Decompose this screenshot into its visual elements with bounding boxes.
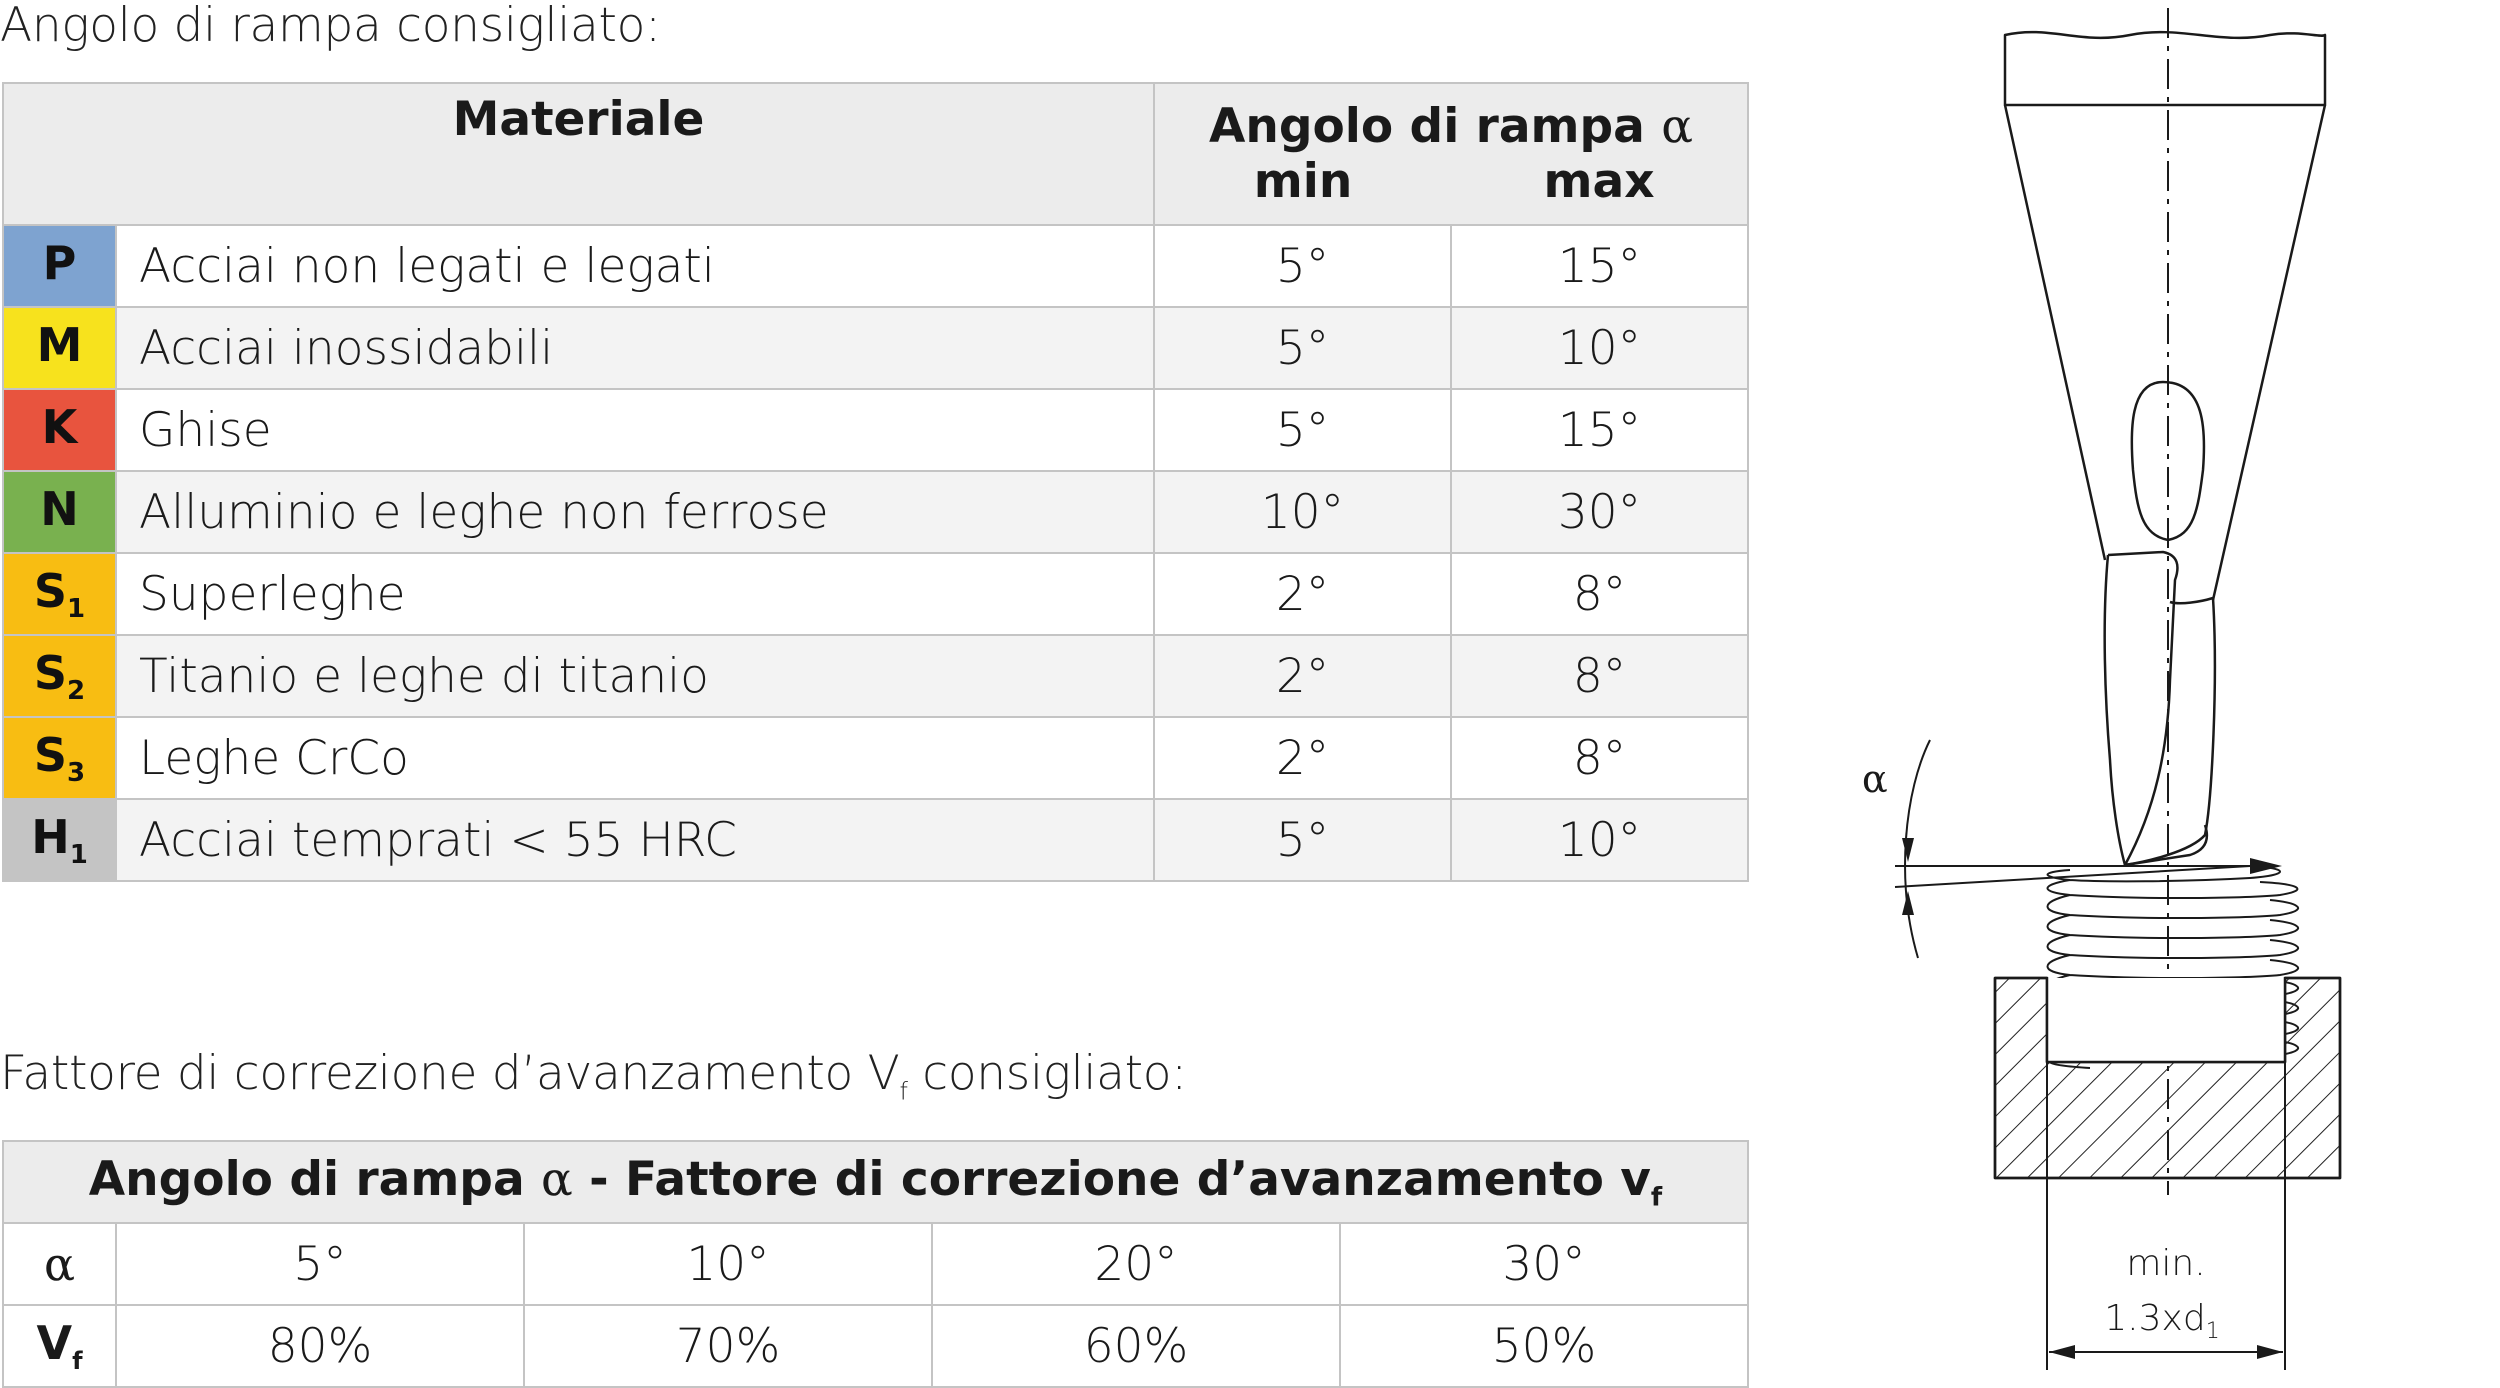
feed-factor-value: 80% [116, 1305, 524, 1387]
material-row [3, 553, 1748, 635]
caption2-sub: f [899, 1077, 908, 1106]
material-code-sub: 1 [67, 594, 86, 625]
tool-holder-cone [2005, 105, 2325, 600]
caption2-suffix: consigliato: [907, 1046, 1187, 1101]
feed-factor-value: 60% [932, 1305, 1340, 1387]
angle-min: 2° [1154, 553, 1451, 635]
material-row [3, 635, 1748, 717]
diagram-dim-label [2104, 1298, 2219, 1344]
header-angle [1154, 83, 1748, 154]
material-row [3, 307, 1748, 389]
material-code-sub: 2 [67, 676, 86, 707]
ramp-angle-value: 5° [116, 1223, 524, 1305]
angle-min: 5° [1154, 307, 1451, 389]
header-min: min [1154, 154, 1451, 225]
table2-angle-row [3, 1223, 1748, 1305]
material-code-letter: H [31, 809, 70, 864]
material-name: Acciai temprati < 55 HRC [116, 799, 1154, 881]
diagram-min-label: min. [2126, 1243, 2206, 1284]
caption-ramp-angle: Angolo di rampa consigliato: [0, 0, 661, 53]
header-angle-symbol: α [1661, 99, 1694, 154]
header-material [3, 83, 1154, 225]
material-code [3, 553, 116, 635]
angle-min: 5° [1154, 799, 1451, 881]
dim-label-main: 1.3xd [2104, 1298, 2206, 1339]
material-name: Acciai non legati e legati [116, 225, 1154, 307]
table2-header-prefix: Angolo di rampa [88, 1151, 525, 1207]
angle-arrow-top [1902, 838, 1914, 862]
material-code-sub: 1 [69, 840, 88, 871]
vf-sub: f [72, 1347, 83, 1376]
alpha-row-label: α [3, 1223, 116, 1305]
material-name: Ghise [116, 389, 1154, 471]
table2-factor-row [3, 1305, 1748, 1387]
table2-header [3, 1141, 1748, 1223]
header-max: max [1451, 154, 1748, 225]
ramp-angle-value: 10° [524, 1223, 932, 1305]
table1-body [3, 225, 1748, 881]
material-code-letter: M [36, 317, 83, 372]
dim-label-sub: 1 [2205, 1319, 2220, 1344]
material-code-sub: 3 [67, 758, 86, 789]
material-code-letter: S [33, 563, 68, 618]
material-code [3, 307, 116, 389]
material-name: Leghe CrCo [116, 717, 1154, 799]
material-code [3, 389, 116, 471]
feed-factor-value: 50% [1340, 1305, 1748, 1387]
material-code [3, 635, 116, 717]
material-row [3, 717, 1748, 799]
material-name: Titanio e leghe di titanio [116, 635, 1154, 717]
material-row [3, 225, 1748, 307]
ramp-arrow-head [2250, 858, 2282, 874]
material-row [3, 471, 1748, 553]
material-name: Acciai inossidabili [116, 307, 1154, 389]
material-code-letter: S [33, 645, 68, 700]
angle-max: 8° [1451, 553, 1748, 635]
material-code-letter: P [42, 235, 77, 290]
material-name: Superleghe [116, 553, 1154, 635]
table1-header-row-1 [3, 83, 1748, 154]
material-code [3, 225, 116, 307]
ramp-angle-table [2, 82, 1749, 882]
material-row [3, 389, 1748, 471]
table2-header-suffix: - Fattore di correzione d’avanzamento v [589, 1151, 1651, 1207]
angle-max: 30° [1451, 471, 1748, 553]
material-code [3, 799, 116, 881]
angle-max: 8° [1451, 717, 1748, 799]
angle-max: 15° [1451, 389, 1748, 471]
material-code [3, 471, 116, 553]
caption2-prefix: Fattore di correzione d’avanzamento V [0, 1046, 900, 1101]
angle-max: 10° [1451, 799, 1748, 881]
angle-min: 5° [1154, 225, 1451, 307]
angle-max: 10° [1451, 307, 1748, 389]
end-mill-body [2108, 552, 2215, 865]
material-row [3, 799, 1748, 881]
material-name: Alluminio e leghe non ferrose [116, 471, 1154, 553]
header-angle-label: Angolo di rampa [1209, 99, 1645, 154]
angle-max: 8° [1451, 635, 1748, 717]
material-code-letter: N [40, 481, 79, 536]
angle-max: 15° [1451, 225, 1748, 307]
table2-header-symbol: α [541, 1151, 573, 1207]
table2-header-sub: f [1650, 1182, 1663, 1213]
material-code-letter: K [41, 399, 78, 454]
diagram-alpha-label: α [1862, 757, 1888, 801]
dim-arrow-right [2257, 1345, 2283, 1359]
ramp-milling-diagram [1820, 0, 2500, 1383]
feed-correction-table [2, 1140, 1749, 1388]
end-mill-tip [2125, 825, 2207, 865]
caption-feed-correction [0, 1046, 1187, 1105]
material-code-letter: S [33, 727, 68, 782]
ramp-line [1895, 866, 2250, 887]
angle-min: 5° [1154, 389, 1451, 471]
table2-header-row [3, 1141, 1748, 1223]
vf-row-label [3, 1305, 116, 1387]
ramp-angle-value: 30° [1340, 1223, 1748, 1305]
tool-holder-top [2005, 32, 2325, 105]
dim-arrow-left [2049, 1345, 2075, 1359]
material-code [3, 717, 116, 799]
end-mill-flute [2105, 555, 2125, 865]
vf-label: V [36, 1316, 73, 1371]
feed-factor-value: 70% [524, 1305, 932, 1387]
angle-min: 2° [1154, 635, 1451, 717]
angle-min: 10° [1154, 471, 1451, 553]
angle-min: 2° [1154, 717, 1451, 799]
ramp-angle-value: 20° [932, 1223, 1340, 1305]
workpiece-hole [2047, 978, 2285, 1062]
header-material-label: Materiale [452, 92, 705, 147]
angle-arrow-bottom [1902, 891, 1914, 915]
